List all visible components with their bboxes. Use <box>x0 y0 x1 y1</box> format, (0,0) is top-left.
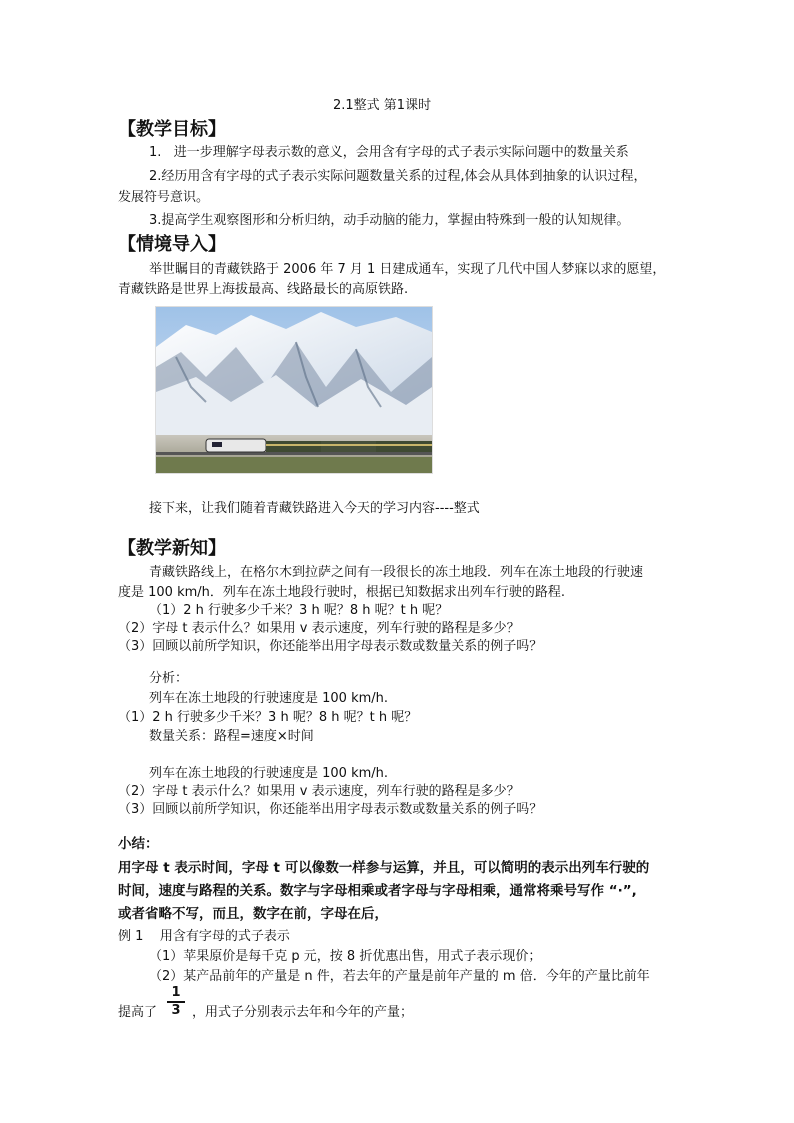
summary-label: 小结： <box>118 836 159 852</box>
analysis-label: 分析： <box>149 671 189 686</box>
example-item-2-cont-pre: 提高了 <box>118 1005 158 1020</box>
heading-situation-intro: 【情境导入】 <box>118 234 226 255</box>
analysis-q2: （2）字母 t 表示什么？如果用 v 表示速度，列车行驶的路程是多少？ <box>118 784 520 799</box>
fraction-denominator: 3 <box>171 1002 181 1018</box>
summary-line-1: 用字母 t 表示时间，字母 t 可以像数一样参与运算，并且，可以简明的表示出列车行驶的 <box>118 860 650 876</box>
analysis-q3: （3）回顾以前所学知识，你还能举出用字母表示数或数量关系的例子吗？ <box>118 802 543 817</box>
goal-3: 3.提高学生观察图形和分析归纳，动手动脑的能力，掌握由特殊到一般的认知规律。 <box>149 213 630 228</box>
analysis-speed-1: 列车在冻土地段的行驶速度是 100 km/h. <box>149 691 389 706</box>
summary-line-3: 或者省略不写，而且，数字在前，字母在后， <box>118 906 388 922</box>
new-q3: （3）回顾以前所学知识，你还能举出用字母表示数或数量关系的例子吗？ <box>118 639 543 654</box>
new-p2: 度是 100 km/h．列车在冻土地段行驶时，根据已知数据求出列车行驶的路程. <box>118 585 566 600</box>
heading-teaching-goals: 【教学目标】 <box>118 119 226 140</box>
fraction-one-third <box>165 986 187 1018</box>
qinghai-tibet-railway-photo <box>155 306 433 474</box>
intro-line-2: 青藏铁路是世界上海拔最高、线路最长的高原铁路. <box>118 282 409 297</box>
fraction-numerator: 1 <box>171 985 181 1000</box>
example-item-1: （1）苹果原价是每千克 p 元，按 8 折优惠出售，用式子表示现价； <box>149 949 542 964</box>
new-p1: 青藏铁路线上，在格尔木到拉萨之间有一段很长的冻土地段．列车在冻土地段的行驶速 <box>149 565 644 580</box>
intro-line-1: 举世瞩目的青藏铁路于 2006 年 7 月 1 日建成通车，实现了几代中国人梦寐以求的愿望， <box>149 262 666 277</box>
summary-line-2: 时间，速度与路程的关系。数字与字母相乘或者字母与字母相乘，通常将乘号写作 “·”, <box>118 883 637 899</box>
analysis-speed-2: 列车在冻土地段的行驶速度是 100 km/h. <box>149 766 389 781</box>
goal-2: 2.经历用含有字母的式子表示实际问题数量关系的过程,体会从具体到抽象的认识过程， <box>149 169 647 184</box>
example-item-2: （2）某产品前年的产量是 n 件，若去年的产量是前年产量的 m 倍．今年的产量比前年 <box>149 969 650 984</box>
heading-new-knowledge: 【教学新知】 <box>118 538 226 559</box>
example-item-2-cont-post: ，用式子分别表示去年和今年的产量； <box>192 1005 414 1020</box>
example-label: 例 1 用含有字母的式子表示 <box>118 929 290 944</box>
analysis-relation: 数量关系：路程=速度×时间 <box>149 729 314 744</box>
new-q1: （1）2 h 行驶多少千米？3 h 呢？8 h 呢？t h 呢？ <box>149 603 449 618</box>
analysis-q1: （1）2 h 行驶多少千米？3 h 呢？8 h 呢？t h 呢？ <box>118 710 418 725</box>
intro-after-image: 接下来，让我们随着青藏铁路进入今天的学习内容----整式 <box>149 501 480 516</box>
page-title: 2.1整式 第1课时 <box>333 98 432 113</box>
goal-1: 1. 进一步理解字母表示数的意义，会用含有字母的式子表示实际问题中的数量关系 <box>149 145 629 160</box>
goal-2-cont: 发展符号意识。 <box>118 190 210 205</box>
new-q2: （2）字母 t 表示什么？如果用 v 表示速度，列车行驶的路程是多少？ <box>118 621 520 636</box>
